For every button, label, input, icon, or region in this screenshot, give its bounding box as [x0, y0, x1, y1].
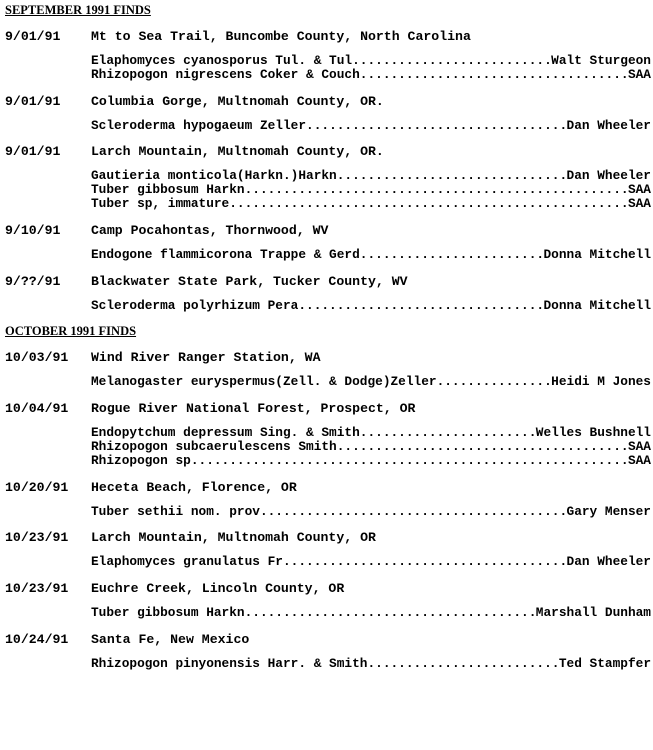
entry-date: 10/04/91 — [5, 401, 69, 417]
entry-location: Columbia Gorge, Multnomah County, OR. — [91, 93, 384, 109]
find-entry — [5, 350, 651, 389]
find-row — [91, 375, 651, 389]
find-entry — [5, 274, 651, 313]
dot-leader — [191, 454, 628, 468]
finds-list — [91, 555, 651, 569]
finder-name: Donna Mitchell — [543, 246, 651, 262]
entry-date: 9/??/91 — [5, 273, 61, 289]
finder-name: Dan Wheeler — [566, 168, 651, 184]
finder-name: Heidi M Jones — [551, 374, 651, 390]
dot-leader — [298, 299, 543, 313]
dot-leader — [337, 440, 628, 454]
finds-list — [91, 426, 651, 467]
finder-name: Gary Menser — [566, 503, 651, 519]
entry-date: 9/01/91 — [5, 93, 61, 109]
entry-location: Larch Mountain, Multnomah County, OR. — [91, 144, 384, 160]
finds-list — [91, 119, 651, 133]
finder-name: Welles Bushnell — [535, 425, 651, 441]
species-name: Tuber gibbosum Harkn — [91, 605, 245, 621]
dot-leader — [260, 505, 567, 519]
section-heading: SEPTEMBER 1991 FINDS — [5, 3, 151, 17]
finder-name: Dan Wheeler — [566, 554, 651, 570]
entry-header — [5, 29, 651, 44]
find-row — [91, 54, 651, 68]
dot-leader — [283, 555, 567, 569]
species-name: Rhizopogon nigrescens Coker & Couch — [91, 66, 360, 82]
finder-name: Donna Mitchell — [543, 297, 651, 313]
finder-name: Walt Sturgeon — [551, 53, 651, 68]
find-row — [91, 657, 651, 671]
find-entry — [5, 223, 651, 262]
dot-leader — [245, 606, 536, 620]
entry-header — [5, 401, 651, 416]
find-entry — [5, 581, 651, 620]
entry-location: Santa Fe, New Mexico — [91, 631, 250, 647]
dot-leader — [245, 183, 628, 197]
entry-date: 9/10/91 — [5, 222, 61, 238]
finds-list — [91, 248, 651, 262]
find-entry — [5, 632, 651, 671]
entry-header — [5, 144, 651, 159]
finder-name: SAA — [627, 195, 651, 211]
species-name: Endopytchum depressum Sing. & Smith — [91, 425, 360, 441]
dot-leader — [367, 657, 558, 671]
find-row — [91, 119, 651, 133]
find-row — [91, 299, 651, 313]
find-row — [91, 606, 651, 620]
entry-header — [5, 94, 651, 109]
finds-list — [91, 606, 651, 620]
find-row — [91, 426, 651, 440]
find-row — [91, 248, 651, 262]
finder-name: Marshall Dunham — [535, 605, 651, 621]
find-row — [91, 454, 651, 468]
species-name: Rhizopogon pinyonensis Harr. & Smith — [91, 655, 368, 671]
find-row — [91, 197, 651, 211]
entry-date: 10/20/91 — [5, 479, 69, 495]
finds-list — [91, 375, 651, 389]
entry-header — [5, 223, 651, 238]
species-name: Tuber sp, immature — [91, 195, 230, 211]
finder-name: SAA — [627, 66, 651, 82]
species-name: Rhizopogon subcaerulescens Smith — [91, 438, 337, 454]
find-row — [91, 169, 651, 183]
entry-date: 9/01/91 — [5, 29, 61, 44]
finder-name: Dan Wheeler — [566, 117, 651, 133]
species-name: Scleroderma polyrhizum Pera — [91, 297, 299, 313]
finds-list — [91, 505, 651, 519]
find-row — [91, 183, 651, 197]
find-row — [91, 555, 651, 569]
entry-header — [5, 632, 651, 647]
entry-location: Rogue River National Forest, Prospect, OR — [91, 401, 416, 417]
entry-date: 10/23/91 — [5, 530, 69, 546]
dot-leader — [360, 68, 628, 82]
finder-name: SAA — [627, 182, 651, 198]
finds-list — [91, 54, 651, 82]
document-page — [5, 0, 651, 683]
species-name: Endogone flammicorona Trappe & Gerd — [91, 246, 360, 262]
species-name: Scleroderma hypogaeum Zeller — [91, 117, 307, 133]
entry-location: Blackwater State Park, Tucker County, WV — [91, 273, 408, 289]
entry-location: Euchre Creek, Lincoln County, OR — [91, 581, 345, 597]
finds-list — [91, 657, 651, 671]
entry-location: Heceta Beach, Florence, OR — [91, 479, 297, 495]
finds-list — [91, 299, 651, 313]
dot-leader — [229, 197, 628, 211]
entry-location: Larch Mountain, Multnomah County, OR — [91, 530, 376, 546]
find-entry — [5, 401, 651, 467]
find-row — [91, 68, 651, 82]
find-entry — [5, 144, 651, 210]
find-row — [91, 440, 651, 454]
entry-header — [5, 350, 651, 365]
entry-date: 10/23/91 — [5, 581, 69, 597]
entry-header — [5, 530, 651, 545]
find-entry — [5, 94, 651, 133]
dot-leader — [352, 54, 551, 68]
finder-name: Ted Stampfer — [558, 655, 651, 671]
dot-leader — [360, 426, 536, 440]
entry-header — [5, 480, 651, 495]
entry-header — [5, 274, 651, 289]
dot-leader — [437, 375, 552, 389]
species-name: Gautieria monticola(Harkn.)Harkn — [91, 168, 337, 184]
find-row — [91, 505, 651, 519]
species-name: Elaphomyces granulatus Fr — [91, 554, 283, 570]
entry-date: 10/03/91 — [5, 350, 69, 366]
entry-header — [5, 581, 651, 596]
find-entry — [5, 29, 651, 82]
entry-date: 10/24/91 — [5, 631, 69, 647]
species-name: Rhizopogon sp — [91, 452, 191, 468]
entry-location: Camp Pocahontas, Thornwood, WV — [91, 222, 329, 238]
dot-leader — [306, 119, 566, 133]
finder-name: SAA — [627, 438, 651, 454]
dot-leader — [360, 248, 544, 262]
species-name: Elaphomyces cyanosporus Tul. & Tul — [91, 53, 353, 68]
entry-date: 9/01/91 — [5, 144, 61, 160]
dot-leader — [337, 169, 567, 183]
species-name: Tuber gibbosum Harkn — [91, 182, 245, 198]
entry-location: Wind River Ranger Station, WA — [91, 350, 321, 366]
finder-name: SAA — [627, 452, 651, 468]
species-name: Tuber sethii nom. prov — [91, 503, 260, 519]
finds-list — [91, 169, 651, 210]
entry-location: Mt to Sea Trail, Buncombe County, North Carolina — [91, 29, 471, 44]
find-entry — [5, 480, 651, 519]
section-heading: OCTOBER 1991 FINDS — [5, 324, 137, 339]
find-entry — [5, 530, 651, 569]
species-name: Melanogaster euryspermus(Zell. & Dodge)Zeller — [91, 374, 437, 390]
